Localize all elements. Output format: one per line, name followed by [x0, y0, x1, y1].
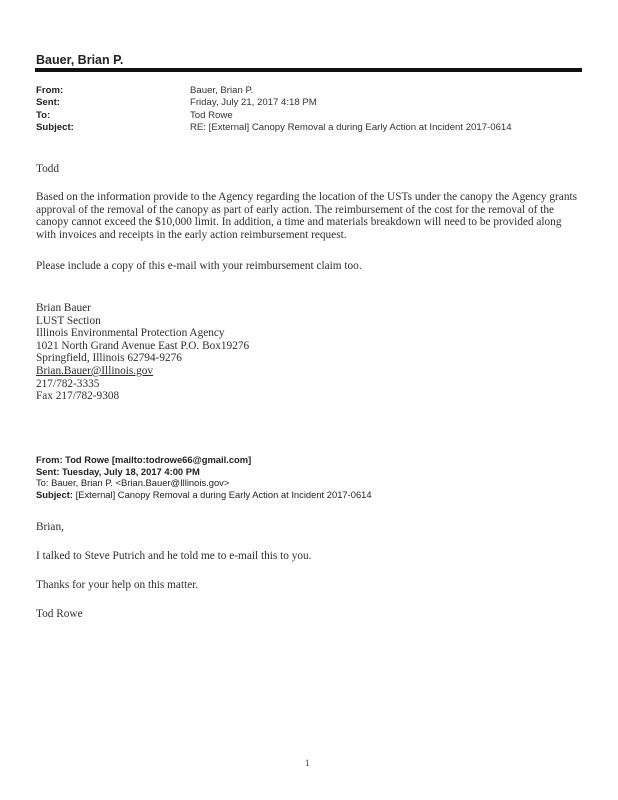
header-divider [35, 68, 582, 72]
signature-agency: Illinois Environmental Protection Agency [36, 327, 225, 340]
header-to-row [36, 110, 512, 122]
original-closing: Tod Rowe [36, 608, 83, 620]
signature-phone: 217/782-3335 [36, 377, 100, 390]
original-sent-value: Tuesday, July 18, 2017 4:00 PM [62, 465, 200, 477]
original-line-1: I talked to Steve Putrich and he told me to e-mail this to you. [36, 550, 312, 562]
original-sent-row [36, 466, 372, 478]
reply-paragraph-2: Please include a copy of this e-mail with your reimbursement claim too. [36, 260, 362, 272]
header-sent-row [36, 97, 512, 109]
from-label: From: [36, 85, 64, 96]
to-label: To: [36, 109, 51, 121]
original-subject-row [36, 489, 372, 501]
original-to-row [36, 477, 372, 489]
signature-block [36, 302, 249, 403]
original-message-header [36, 454, 372, 500]
subject-label: Subject: [36, 121, 74, 133]
original-from-row [36, 454, 372, 466]
from-value: Bauer, Brian P. [190, 85, 254, 96]
to-value: Tod Rowe [190, 109, 233, 121]
header-from-row [36, 85, 512, 97]
signature-name: Brian Bauer [36, 302, 91, 314]
original-from-label: From: [36, 454, 63, 465]
email-header [36, 85, 512, 134]
sent-value: Friday, July 21, 2017 4:18 PM [190, 97, 317, 109]
original-from-value: Tod Rowe [mailto:todrowe66@gmail.com] [65, 454, 252, 465]
reply-paragraph-1: Based on the information provide to the Agency regarding the location of the USTs under the canopy the Agency grants approval of the removal of the canopy as part of early action. The reimbursement of the cost for the removal of the canopy cannot exceed the $10,000 limit. In addition, a time and materials breakdown will need to be provided along with invoices and receipts in the early action reimbursement request. [36, 191, 578, 241]
signature-fax: Fax 217/782-9308 [36, 390, 120, 403]
signature-city: Springfield, Illinois 62794-9276 [36, 352, 182, 365]
subject-value: RE: [External] Canopy Removal a during Early Action at Incident 2017-0614 [190, 121, 512, 133]
signature-email-link[interactable]: Brian.Bauer@Illinois.gov [36, 364, 154, 377]
original-subject-value: [External] Canopy Removal a during Early Action at Incident 2017-0614 [75, 488, 372, 500]
original-subject-label: Subject: [36, 488, 73, 500]
sender-name: Bauer, Brian P. [36, 53, 124, 67]
original-greeting: Brian, [36, 521, 64, 533]
signature-section: LUST Section [36, 314, 101, 327]
original-line-2: Thanks for your help on this matter. [36, 579, 199, 591]
original-to-value: Bauer, Brian P. <Brian.Bauer@Illinois.gov> [51, 477, 230, 489]
page-number: 1 [305, 758, 310, 768]
header-subject-row [36, 122, 512, 134]
original-to-label: To: [36, 477, 49, 489]
signature-address: 1021 North Grand Avenue East P.O. Box19276 [36, 339, 250, 352]
reply-greeting: Todd [36, 163, 60, 175]
original-sent-label: Sent: [36, 465, 60, 477]
sent-label: Sent: [36, 97, 60, 109]
